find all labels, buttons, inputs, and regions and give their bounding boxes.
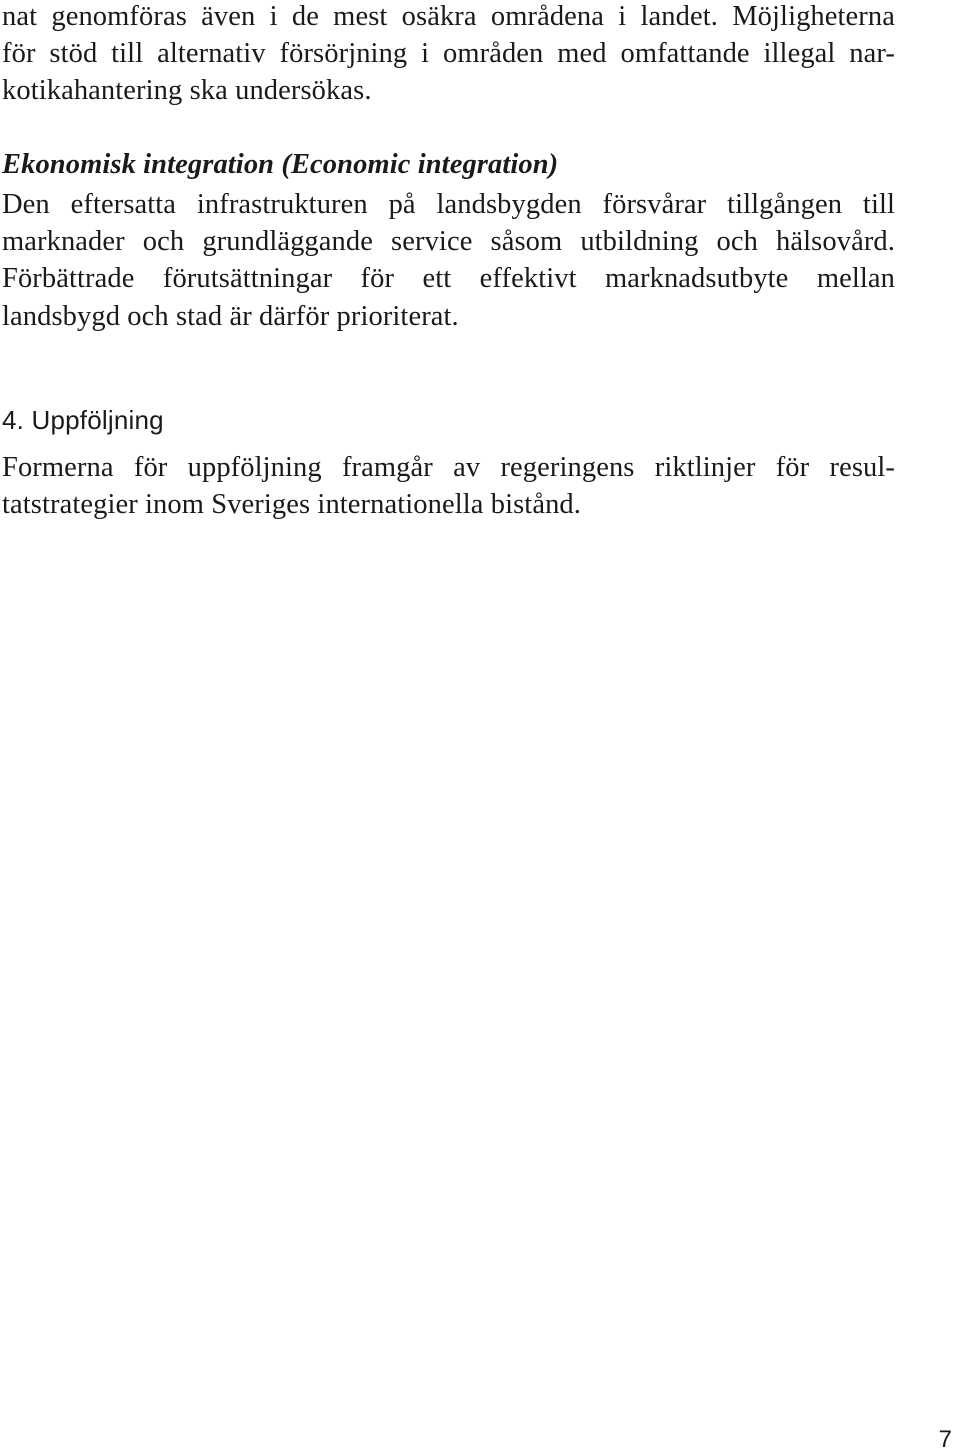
page-number: 7 [938,1426,952,1453]
intro-line-1: nat genomföras även i de mest osäkra områdena i landet. Möjligheterna [2,1,895,32]
followup-line-2: tatstrategier inom Sveriges internationella bistånd. [2,489,581,520]
followup-line-1: Formerna för uppföljning framgår av regeringens riktlinjer för resul- [2,452,895,483]
economic-line-2: marknader och grundläggande service såsom utbildning och hälsovård. [2,226,895,257]
intro-line-3: kotikahantering ska undersökas. [2,75,372,106]
economic-line-4: landsbygd och stad är därför prioriterat. [2,301,459,332]
section-heading-economic-integration: Ekonomisk integration (Economic integration) [2,149,559,180]
economic-line-3: Förbättrade förutsättningar för ett effektivt marknadsutbyte mellan [2,263,895,294]
intro-line-2: för stöd till alternativ försörjning i områden med omfattande illegal nar- [2,38,895,69]
economic-line-1: Den eftersatta infrastrukturen på landsbygden försvårar tillgången till [2,189,895,220]
section-heading-uppfoljning: 4. Uppföljning [2,405,164,435]
